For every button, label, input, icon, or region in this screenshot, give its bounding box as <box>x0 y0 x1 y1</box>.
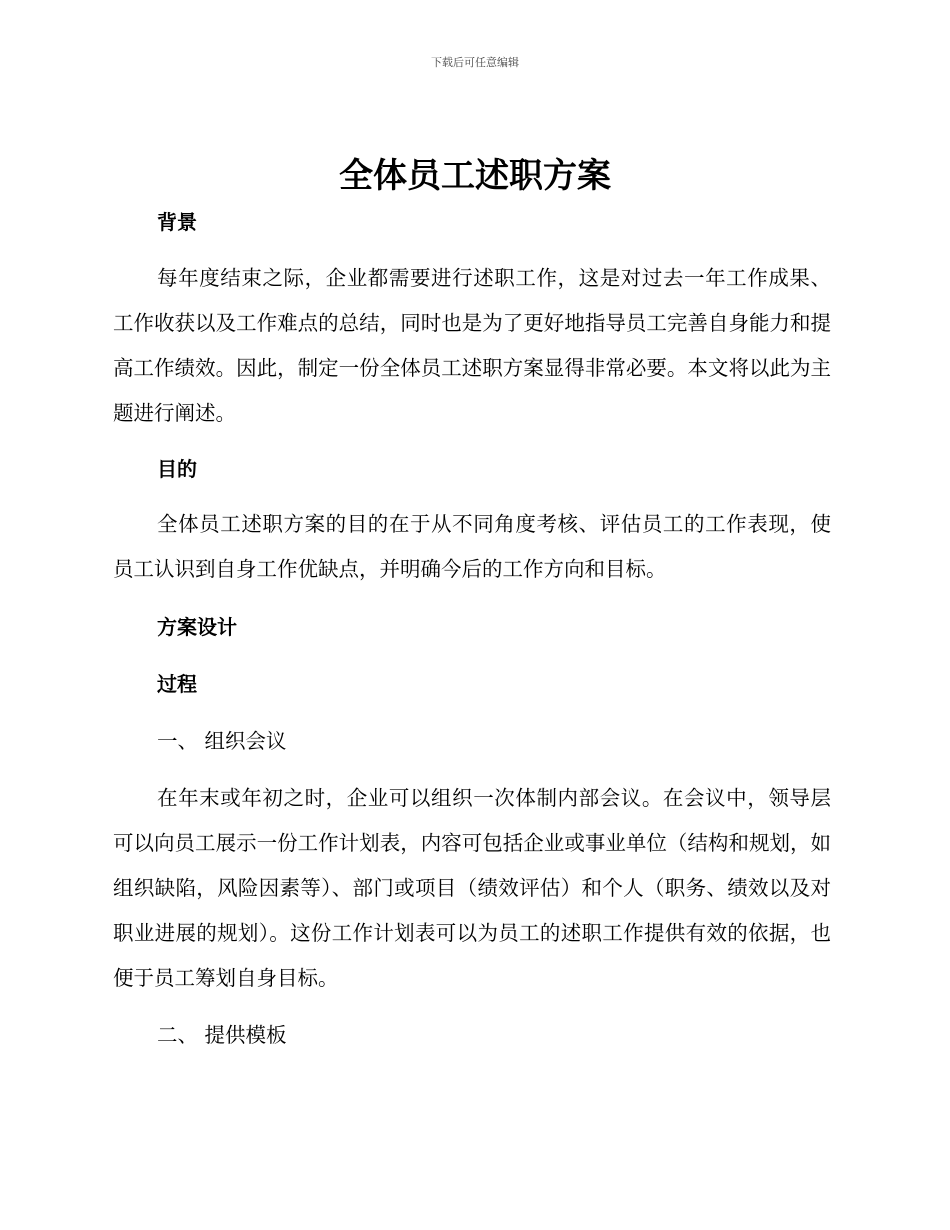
document-body <box>113 200 831 1058</box>
step-1-title: 一、 组织会议 <box>157 729 287 753</box>
section-heading-design: 方案设计 <box>157 615 237 639</box>
step-2-title: 二、 提供模板 <box>157 1023 287 1047</box>
section-heading-background: 背景 <box>157 210 197 234</box>
page-header: 下载后可任意编辑 <box>431 56 519 69</box>
section-heading-purpose: 目的 <box>157 457 197 481</box>
document-title: 全体员工述职方案 <box>339 156 611 196</box>
section-heading-process: 过程 <box>157 672 197 696</box>
paragraph-step-1: 在年末或年初之时，企业可以组织一次体制内部会议。在会议中，领导层可以向员工展示一份工作计划表，内容可包括企业或事业单位（结构和规划，如组织缺陷，风险因素等）、部门或项目（绩效评估）和个人（职务、绩效以及对职业进展的规划）。这份工作计划表可以为员工的述职工作提供有效的依据，也便于员工筹划自身目标。 <box>113 786 831 990</box>
paragraph-background: 每年度结束之际，企业都需要进行述职工作，这是对过去一年工作成果、工作收获以及工作难点的总结，同时也是为了更好地指导员工完善自身能力和提高工作绩效。因此，制定一份全体员工述职方案显得非常必要。本文将以此为主题进行阐述。 <box>113 266 831 425</box>
paragraph-purpose: 全体员工述职方案的目的在于从不同角度考核、评估员工的工作表现，使员工认识到自身工作优缺点，并明确今后的工作方向和目标。 <box>113 512 831 581</box>
